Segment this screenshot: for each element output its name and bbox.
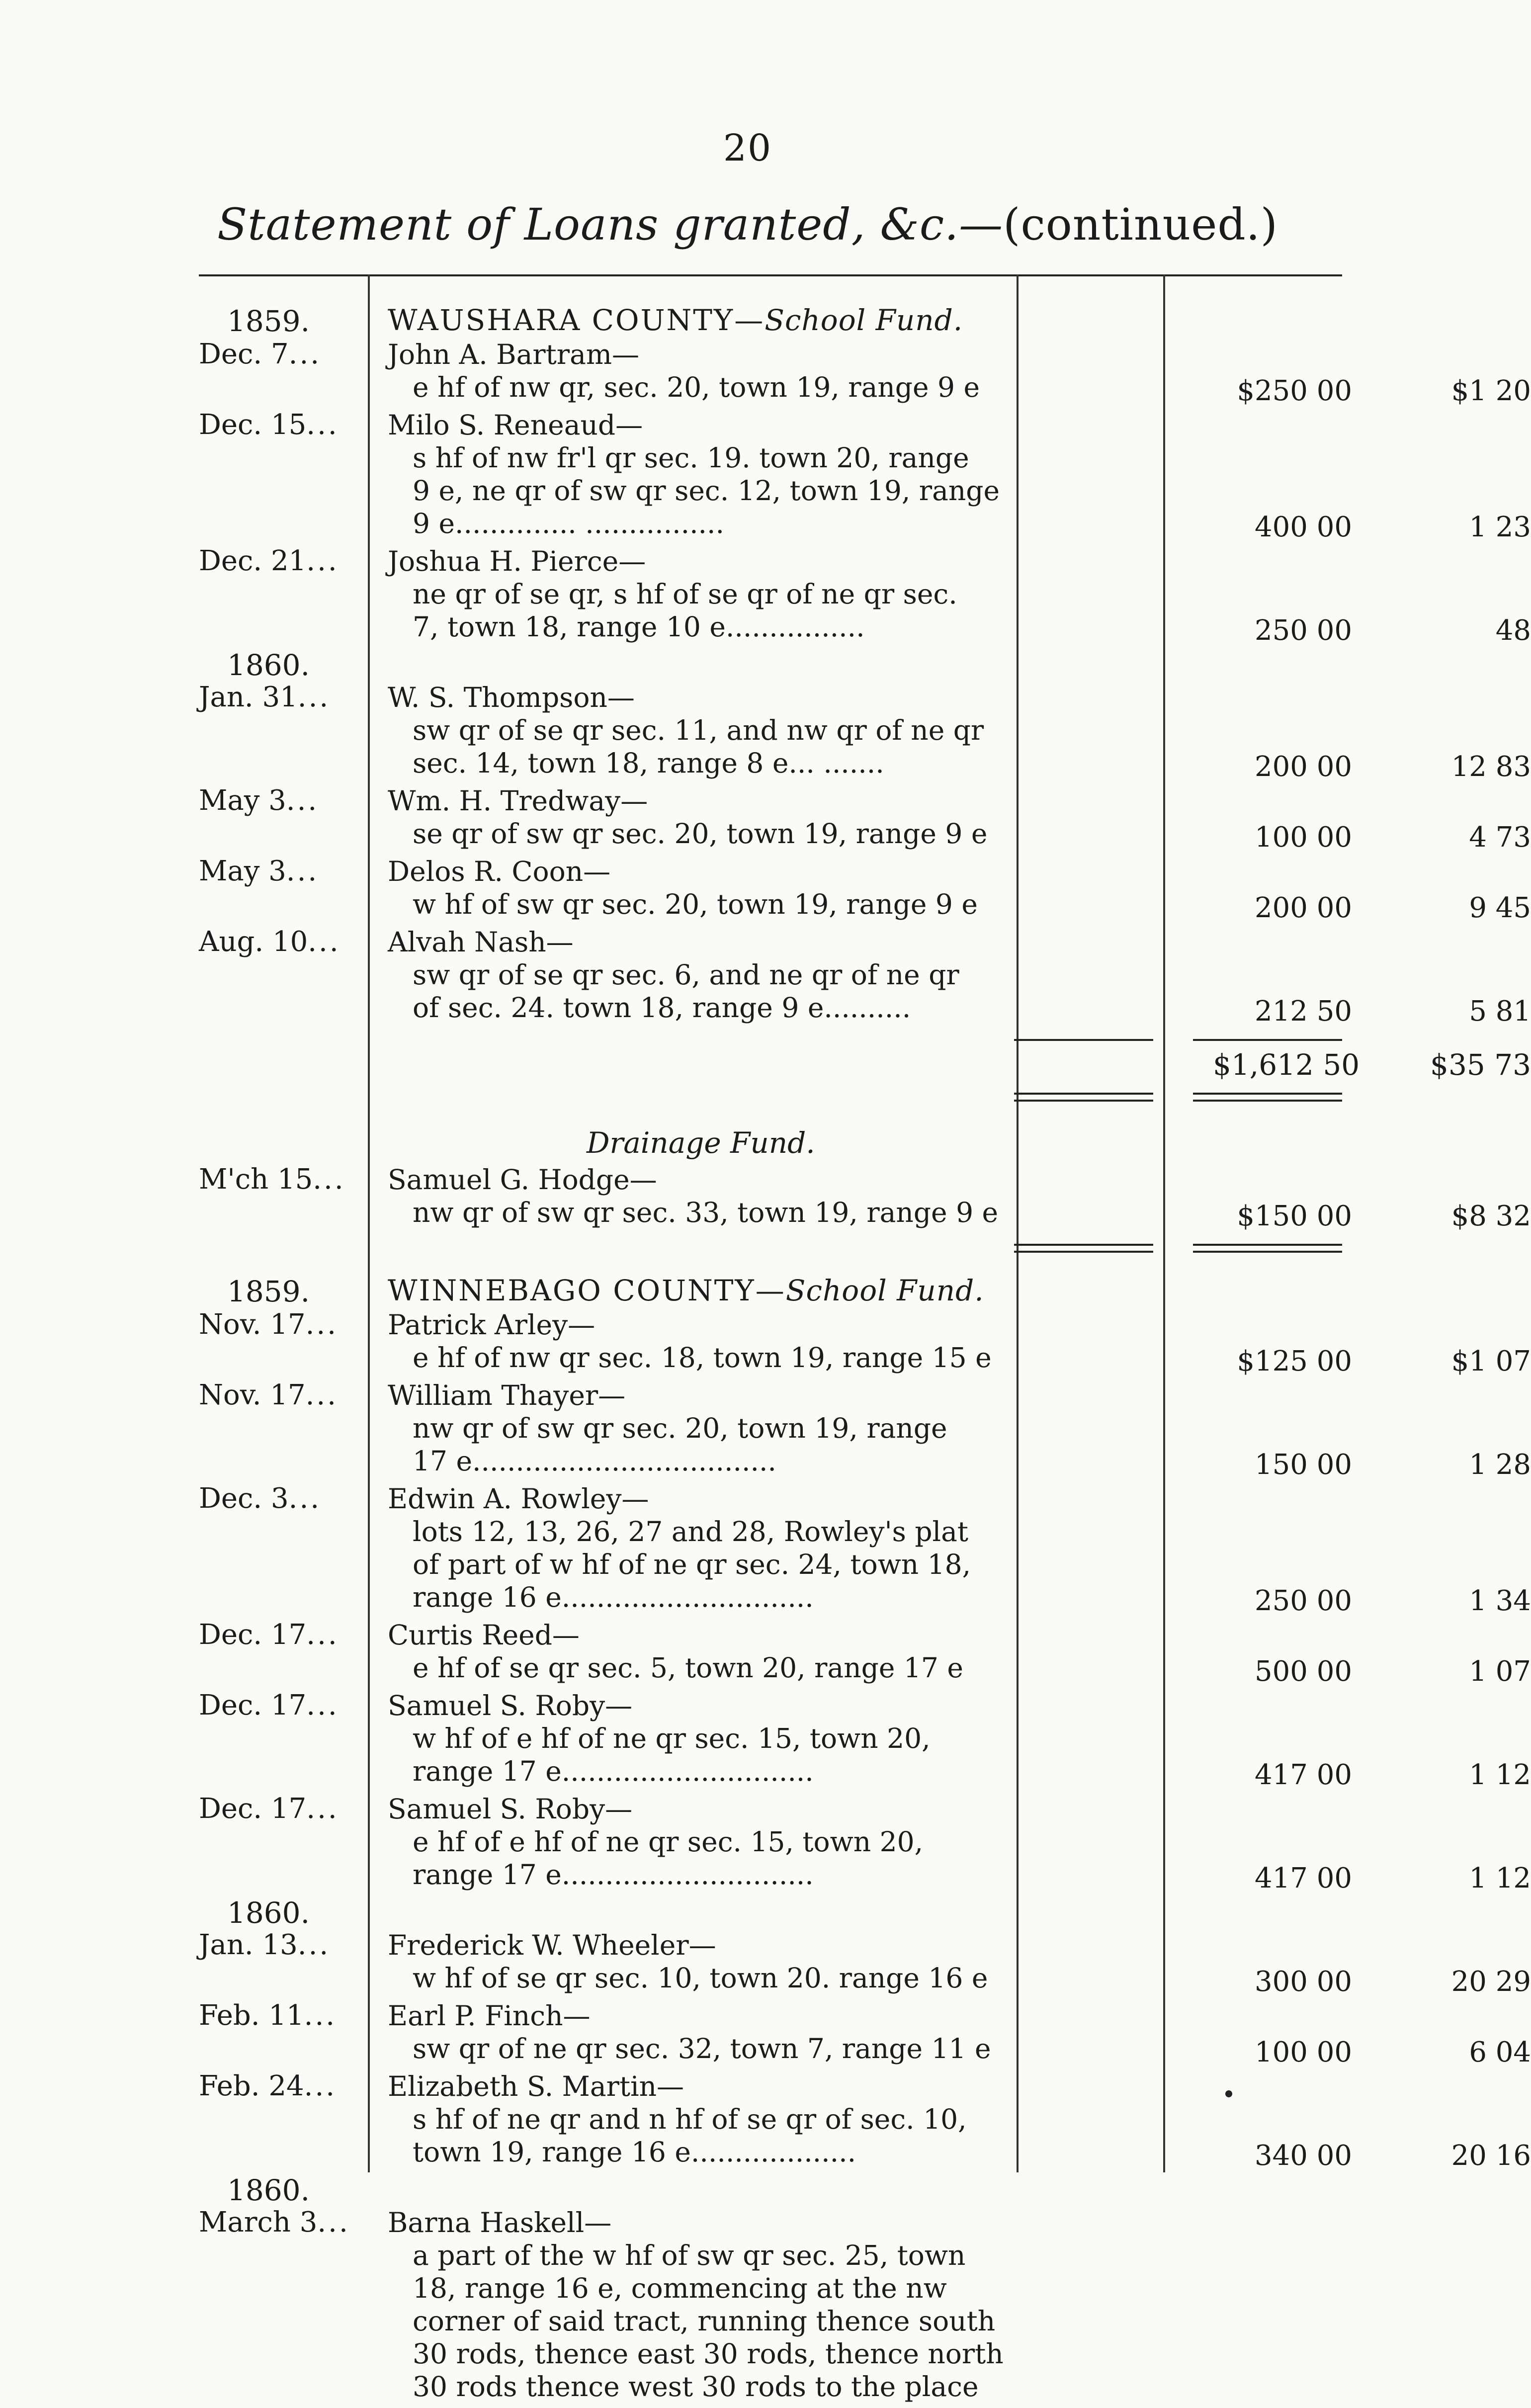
loan-entry <box>199 1163 1531 1234</box>
loan-entry <box>199 545 1531 648</box>
entry-date: Nov. 17 ... <box>199 1308 368 1341</box>
county-title <box>388 1274 984 1307</box>
interest-amount: $1 20 <box>1451 375 1531 407</box>
entry-date: Nov. 17 ... <box>199 1379 368 1411</box>
fund-name: Drainage Fund. <box>587 1126 815 1160</box>
total-double-rule <box>1193 1244 1342 1253</box>
entry-description <box>388 1619 1203 1684</box>
borrower-name: Joshua H. Pierce— <box>388 545 646 577</box>
interest-amount: $8 32 <box>1451 1200 1531 1232</box>
interest-amount: 5 81 <box>1469 995 1531 1028</box>
entry-date: Dec. 21 ... <box>199 545 368 577</box>
total-rule <box>1014 1039 1153 1041</box>
loan-amount: 400 00 <box>1255 511 1352 543</box>
total-double-rule <box>1193 1093 1342 1102</box>
land-description-line: ne qr of se qr, s hf of se qr of ne qr sec. <box>413 578 957 610</box>
entry-description <box>388 2206 1203 2403</box>
entry-description <box>388 338 1203 404</box>
county-title <box>388 303 963 337</box>
loan-entry <box>199 1793 1531 1896</box>
title-main: Statement of Loans granted, &c.— <box>217 199 1004 250</box>
borrower-name: Edwin A. Rowley— <box>388 1483 649 1515</box>
borrower-name: Milo S. Reneaud— <box>388 409 643 441</box>
loan-entry <box>199 1896 1531 1999</box>
interest-amount: 48 <box>1495 614 1531 647</box>
entry-description <box>388 409 1203 540</box>
loan-entry <box>199 855 1531 926</box>
entry-description <box>388 1929 1203 1994</box>
loan-entry <box>199 1308 1531 1379</box>
land-description-line: range 17 e............................. <box>413 1755 814 1787</box>
header-rule <box>199 274 1342 276</box>
land-description-line: town 19, range 16 e................... <box>413 2136 856 2168</box>
county-heading <box>199 1269 1342 1308</box>
entry-description <box>388 1999 1203 2065</box>
land-description-line: 7, town 18, range 10 e................ <box>413 611 865 643</box>
land-description-line: e hf of nw qr sec. 18, town 19, range 15 e <box>413 1342 992 1374</box>
loan-entry <box>199 648 1531 784</box>
interest-amount: 1 07 <box>1469 1655 1531 1688</box>
land-description-line: 18, range 16 e, commencing at the nw <box>413 2272 947 2304</box>
loan-amount: $150 00 <box>1237 1200 1352 1232</box>
land-description-line: a part of the w hf of sw qr sec. 25, town <box>413 2239 966 2271</box>
borrower-name: Samuel S. Roby— <box>388 1690 633 1721</box>
year-label: 1859. <box>227 304 310 338</box>
land-description-line: e hf of e hf of ne qr sec. 15, town 20, <box>413 1826 924 1858</box>
entry-date: Feb. 24 ... <box>199 2070 368 2102</box>
loan-entry <box>199 1619 1531 1689</box>
entry-date: Feb. 11 ... <box>199 1999 368 2032</box>
loan-amount: $125 00 <box>1237 1345 1352 1377</box>
ink-speck <box>1225 2090 1232 2097</box>
entry-description <box>388 1482 1203 1614</box>
land-description-line: w hf of e hf of ne qr sec. 15, town 20, <box>413 1722 931 1754</box>
year-label: 1860. <box>227 1896 310 1930</box>
land-description-line: of part of w hf of ne qr sec. 24, town 18, <box>413 1548 971 1580</box>
loan-entry <box>199 1999 1531 2070</box>
entry-description <box>388 926 1203 1024</box>
loan-amount: 200 00 <box>1255 751 1352 783</box>
loan-amount: 500 00 <box>1255 1655 1352 1688</box>
section-end-rule <box>199 1234 1342 1269</box>
loan-entry <box>199 926 1531 1029</box>
borrower-name: Barna Haskell— <box>388 2207 612 2238</box>
land-description-line: of sec. 24. town 18, range 9 e.......... <box>413 992 911 1024</box>
entry-description <box>388 1689 1203 1788</box>
interest-amount: 1 28 <box>1469 1449 1531 1481</box>
total-double-rule <box>1014 1244 1153 1253</box>
total-double-rule <box>1014 1093 1153 1102</box>
land-description-line: lots 12, 13, 26, 27 and 28, Rowley's plat <box>413 1516 969 1548</box>
borrower-name: Curtis Reed— <box>388 1619 580 1651</box>
total-rule <box>1193 1039 1342 1041</box>
land-description-line: s hf of nw fr'l qr sec. 19. town 20, range <box>413 442 969 474</box>
land-description-line: 17 e................................... <box>413 1445 776 1477</box>
entry-description <box>388 2070 1203 2168</box>
page-title <box>0 199 1495 250</box>
land-description-line: sw qr of se qr sec. 11, and nw qr of ne qr <box>413 714 984 746</box>
county-heading <box>199 298 1342 338</box>
year-label: 1860. <box>227 648 310 682</box>
interest-amount: 20 29 <box>1451 1966 1531 1998</box>
interest-amount: 6 04 <box>1469 2036 1531 2068</box>
entry-date: Dec. 17 ... <box>199 1619 368 1651</box>
land-description-line: sw qr of se qr sec. 6, and ne qr of ne qr <box>413 959 959 991</box>
year-label: 1859. <box>227 1275 310 1308</box>
land-description-line: range 16 e............................. <box>413 1581 814 1613</box>
land-description-line: e hf of se qr sec. 5, town 20, range 17 e <box>413 1652 963 1684</box>
land-description-line: 30 rods thence west 30 rods to the place <box>413 2371 979 2403</box>
land-description-line: nw qr of sw qr sec. 20, town 19, range <box>413 1412 947 1444</box>
land-description-line: sec. 14, town 18, range 8 e... ....... <box>413 747 884 779</box>
entry-date: Dec. 3 ... <box>199 1482 368 1515</box>
year-label: 1860. <box>227 2173 310 2207</box>
interest-amount: 20 16 <box>1451 2140 1531 2172</box>
interest-amount: $1 07 <box>1451 1345 1531 1377</box>
loan-amount: 417 00 <box>1255 1759 1352 1791</box>
loan-amount: 212 50 <box>1255 995 1352 1028</box>
loan-amount: 250 00 <box>1255 614 1352 647</box>
title-suffix: (continued.) <box>1003 199 1278 250</box>
interest-amount: 1 34 <box>1469 1585 1531 1617</box>
interest-amount: 1 12 <box>1469 1862 1531 1894</box>
land-description-line: sw qr of ne qr sec. 32, town 7, range 11 e <box>413 2033 991 2064</box>
borrower-name: Elizabeth S. Martin— <box>388 2070 684 2102</box>
land-description-line: w hf of sw qr sec. 20, town 19, range 9 e <box>413 888 978 920</box>
borrower-name: Delos R. Coon— <box>388 856 611 887</box>
entry-date: Dec. 7 ... <box>199 338 368 370</box>
loan-amount: 200 00 <box>1255 892 1352 924</box>
entry-description <box>388 545 1203 643</box>
entry-description <box>388 1379 1203 1477</box>
entry-date: Dec. 15 ... <box>199 409 368 441</box>
loan-amount: 300 00 <box>1255 1966 1352 1998</box>
land-description-line: 30 rods, thence east 30 rods, thence north <box>413 2338 1004 2370</box>
borrower-name: Earl P. Finch— <box>388 2000 591 2032</box>
loan-amount: 340 00 <box>1255 2140 1352 2172</box>
entry-date: Dec. 17 ... <box>199 1689 368 1721</box>
loan-amount: $250 00 <box>1237 375 1352 407</box>
loan-amount: 250 00 <box>1255 1585 1352 1617</box>
total-interest: $35 73 <box>1430 1048 1531 1082</box>
interest-amount: 1 23 <box>1469 511 1531 543</box>
loan-entry <box>199 409 1531 545</box>
loan-amount: 417 00 <box>1255 1862 1352 1894</box>
entry-date: Aug. 10 ... <box>199 926 368 958</box>
borrower-name: Frederick W. Wheeler— <box>388 1929 716 1961</box>
county-name: WINNEBAGO COUNTY— <box>388 1274 786 1307</box>
entry-date: May 3 ... <box>199 855 368 887</box>
entry-date: May 3 ... <box>199 784 368 817</box>
fund-name: School Fund. <box>765 303 963 337</box>
interest-amount: 9 45 <box>1469 892 1531 924</box>
borrower-name: Patrick Arley— <box>388 1309 595 1341</box>
land-description-line: corner of said tract, running thence south <box>413 2305 996 2337</box>
land-description-line: range 17 e............................. <box>413 1859 814 1891</box>
entry-date: Jan. 31 ... <box>199 681 368 713</box>
borrower-name: Samuel S. Roby— <box>388 1793 633 1825</box>
entry-description <box>388 855 1203 921</box>
loan-entry <box>199 2173 1342 2408</box>
total-row <box>199 1029 1531 1104</box>
land-description-line: se qr of sw qr sec. 20, town 19, range 9 e <box>413 818 988 850</box>
entry-date: M'ch 15 ... <box>199 1163 368 1196</box>
land-description-line: 9 e, ne qr of sw qr sec. 12, town 19, range <box>413 475 1000 507</box>
loan-amount: 100 00 <box>1255 821 1352 854</box>
entry-description <box>388 1308 1203 1374</box>
land-description-line: nw qr of sw qr sec. 33, town 19, range 9 e <box>413 1197 999 1228</box>
loan-entry <box>199 784 1531 855</box>
county-name: WAUSHARA COUNTY— <box>388 303 765 337</box>
loan-entry <box>199 338 1531 409</box>
loan-entry <box>199 2070 1531 2173</box>
loan-entry <box>199 1689 1531 1793</box>
borrower-name: Wm. H. Tredway— <box>388 785 648 817</box>
fund-heading <box>199 1109 1342 1163</box>
borrower-name: John A. Bartram— <box>388 339 640 370</box>
entry-description <box>388 1793 1203 1891</box>
interest-amount: 1 12 <box>1469 1759 1531 1791</box>
page-number: 20 <box>723 127 772 170</box>
borrower-name: Samuel G. Hodge— <box>388 1164 657 1196</box>
interest-amount: 12 83 <box>1451 751 1531 783</box>
entry-date: March 3 ... <box>199 2206 368 2238</box>
ledger-table <box>199 298 1531 2408</box>
interest-amount: 4 73 <box>1469 821 1531 854</box>
entry-date: Dec. 17 ... <box>199 1793 368 1825</box>
borrower-name: William Thayer— <box>388 1379 626 1411</box>
land-description-line: w hf of se qr sec. 10, town 20. range 16 e <box>413 1962 988 1994</box>
loan-amount: 150 00 <box>1255 1449 1352 1481</box>
entry-description <box>388 681 1203 779</box>
total-amount: $1,612 50 <box>1213 1048 1360 1082</box>
entry-description <box>388 1163 1203 1229</box>
loan-amount: 100 00 <box>1255 2036 1352 2068</box>
entry-description <box>388 784 1203 850</box>
entry-date: Jan. 13 ... <box>199 1929 368 1961</box>
borrower-name: Alvah Nash— <box>388 926 574 958</box>
land-description-line: e hf of nw qr, sec. 20, town 19, range 9 e <box>413 371 980 403</box>
borrower-name: W. S. Thompson— <box>388 682 635 713</box>
fund-name: School Fund. <box>785 1274 984 1307</box>
loan-entry <box>199 1379 1531 1482</box>
land-description-line: s hf of ne qr and n hf of se qr of sec. 10, <box>413 2103 967 2135</box>
loan-entry <box>199 1482 1531 1619</box>
land-description-line: 9 e.............. ................ <box>413 508 724 539</box>
